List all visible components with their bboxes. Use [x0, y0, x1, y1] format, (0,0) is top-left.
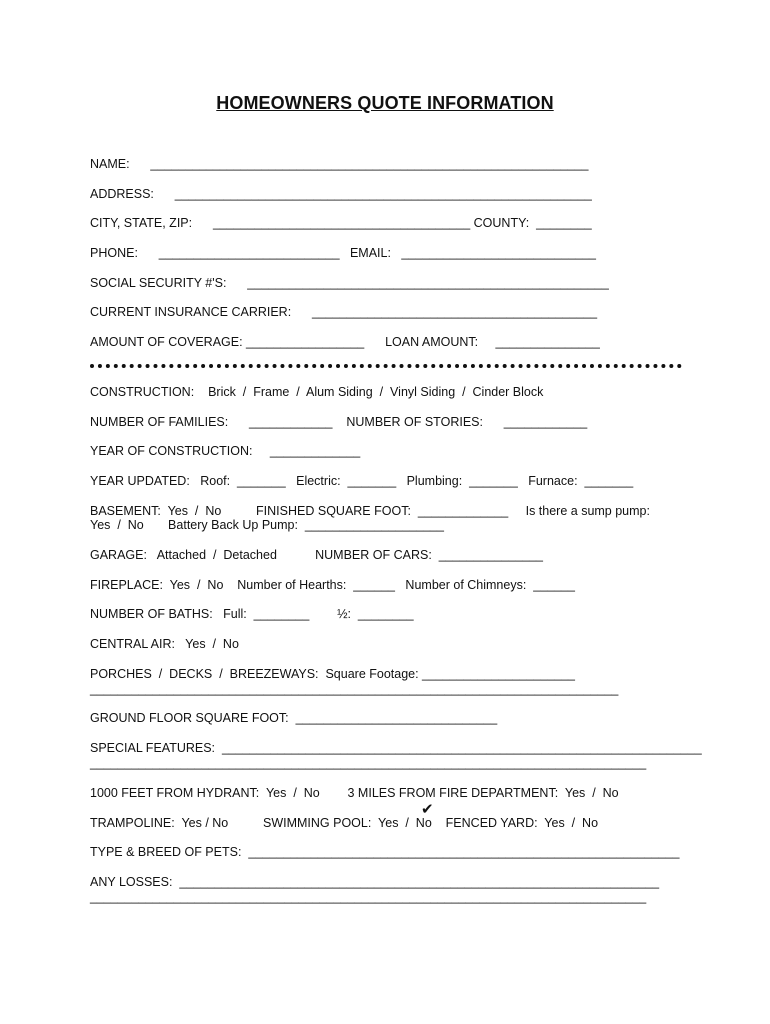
year-construction-blank[interactable]: _____________ — [252, 444, 361, 458]
sump-pump-options[interactable]: Yes / No — [90, 518, 144, 532]
baths-row — [90, 607, 414, 622]
ground-floor-row — [90, 711, 497, 726]
city-county-blanks[interactable]: _____________________________________ COUNTY: ________ — [192, 216, 592, 230]
families-label: NUMBER OF FAMILIES: — [90, 415, 229, 429]
section-divider — [90, 364, 682, 368]
losses-blank[interactable]: _____________________________________________________________________ — [172, 875, 660, 889]
insurance-carrier-label: CURRENT INSURANCE CARRIER: — [90, 305, 292, 319]
special-features-continuation-blank[interactable]: ________________________________________________________________________________ — [90, 756, 647, 770]
hydrant-fire-dept-options[interactable]: Yes / No 3 MILES FROM FIRE DEPARTMENT: Yes / No — [259, 786, 619, 800]
special-features-continuation-row — [90, 756, 646, 771]
basement-label: BASEMENT: — [90, 504, 161, 518]
pets-row — [90, 845, 679, 860]
insurance-carrier-blank[interactable]: _________________________________________ — [291, 305, 598, 319]
phone-label: PHONE: — [90, 246, 138, 260]
garage-row — [90, 548, 543, 563]
pets-blank[interactable]: ______________________________________________________________ — [241, 845, 680, 859]
ssn-blank[interactable]: ____________________________________________________ — [226, 276, 609, 290]
special-features-blank[interactable]: _____________________________________________________________________ — [215, 741, 702, 755]
porches-continuation-row — [90, 682, 618, 697]
fireplace-label: FIREPLACE: — [90, 578, 163, 592]
losses-continuation-blank[interactable]: ________________________________________________________________________________ — [90, 890, 647, 904]
fireplace-row — [90, 578, 575, 593]
pets-label: TYPE & BREED OF PETS: — [90, 845, 242, 859]
checkmark-icon: ✔ — [421, 800, 434, 818]
address-label: ADDRESS: — [90, 187, 154, 201]
trampoline-row — [90, 816, 598, 831]
special-features-row — [90, 741, 702, 756]
fireplace-options[interactable]: Yes / No Number of Hearths: ______ Number of Chimneys: ______ — [162, 578, 575, 592]
hydrant-label: 1000 FEET FROM HYDRANT: — [90, 786, 260, 800]
families-stories-row — [90, 415, 587, 430]
trampoline-label: TRAMPOLINE: — [90, 816, 175, 830]
central-air-options[interactable]: Yes / No — [174, 637, 239, 651]
year-construction-row — [90, 444, 360, 459]
baths-label: NUMBER OF BATHS: — [90, 607, 213, 621]
ssn-label: SOCIAL SECURITY #'S: — [90, 276, 227, 290]
address-row — [90, 187, 592, 202]
phone-email-blanks[interactable]: __________________________ EMAIL: ____________________________ — [137, 246, 597, 260]
ssn-row — [90, 276, 609, 291]
coverage-row — [90, 335, 600, 350]
losses-continuation-row — [90, 890, 646, 905]
basement-options[interactable]: Yes / No FINISHED SQUARE FOOT: _____________ Is there a sump pump: — [160, 504, 650, 518]
ground-floor-blank[interactable]: _____________________________ — [288, 711, 498, 725]
battery-backup-blank[interactable]: Battery Back Up Pump: ____________________ — [143, 518, 444, 532]
losses-row — [90, 875, 659, 890]
year-updated-row — [90, 474, 633, 489]
phone-email-row — [90, 246, 596, 261]
construction-row — [90, 385, 543, 400]
address-blank[interactable]: ____________________________________________________________ — [153, 187, 592, 201]
sump-pump-row — [90, 518, 444, 533]
porches-blank[interactable]: Square Footage: ______________________ — [318, 667, 575, 681]
name-row — [90, 157, 588, 172]
central-air-label: CENTRAL AIR: — [90, 637, 175, 651]
insurance-carrier-row — [90, 305, 597, 320]
basement-row — [90, 504, 650, 519]
city-state-zip-label: CITY, STATE, ZIP: — [90, 216, 193, 230]
year-updated-label: YEAR UPDATED: — [90, 474, 190, 488]
central-air-row — [90, 637, 239, 652]
name-label: NAME: — [90, 157, 130, 171]
coverage-loan-blanks[interactable]: _________________ LOAN AMOUNT: _______________ — [242, 335, 600, 349]
ground-floor-label: GROUND FLOOR SQUARE FOOT: — [90, 711, 289, 725]
baths-blanks[interactable]: Full: ________ ½: ________ — [212, 607, 414, 621]
trampoline-pool-fence-options[interactable]: Yes / No SWIMMING POOL: Yes / No FENCED YARD: Yes / No — [174, 816, 599, 830]
construction-options[interactable]: Brick / Frame / Alum Siding / Vinyl Siding / Cinder Block — [194, 385, 544, 399]
special-features-label: SPECIAL FEATURES: — [90, 741, 216, 755]
name-blank[interactable]: _______________________________________________________________ — [129, 157, 589, 171]
year-updated-blanks[interactable]: Roof: _______ Electric: _______ Plumbing: _______ Furnace: _______ — [189, 474, 634, 488]
city-state-zip-row — [90, 216, 592, 231]
garage-label: GARAGE: — [90, 548, 147, 562]
form-title: HOMEOWNERS QUOTE INFORMATION — [216, 93, 554, 113]
families-stories-blanks[interactable]: ____________ NUMBER OF STORIES: ____________ — [228, 415, 588, 429]
porches-label: PORCHES / DECKS / BREEZEWAYS: — [90, 667, 319, 681]
garage-options[interactable]: Attached / Detached NUMBER OF CARS: _______________ — [146, 548, 544, 562]
coverage-label: AMOUNT OF COVERAGE: — [90, 335, 243, 349]
porches-continuation-blank[interactable]: ____________________________________________________________________________ — [90, 682, 619, 696]
porches-row — [90, 667, 575, 682]
year-construction-label: YEAR OF CONSTRUCTION: — [90, 444, 253, 458]
hydrant-row — [90, 786, 619, 801]
losses-label: ANY LOSSES: — [90, 875, 173, 889]
construction-label: CONSTRUCTION: — [90, 385, 195, 399]
